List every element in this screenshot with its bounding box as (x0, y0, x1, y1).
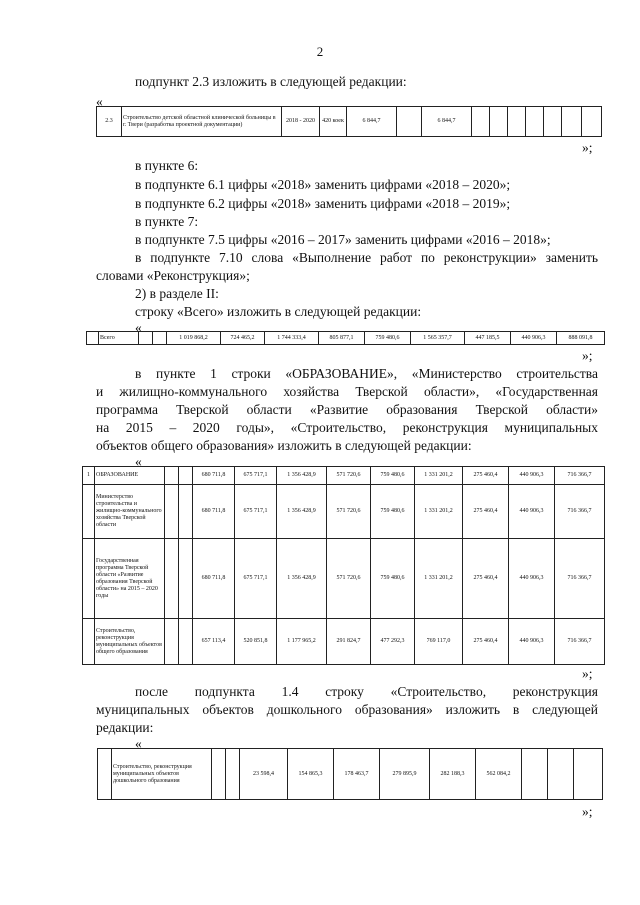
row-value: 716 366,7 (555, 467, 605, 485)
row-number: 1 (83, 467, 95, 485)
row-value: 759 480,6 (371, 485, 415, 539)
row-value: 440 906,3 (511, 332, 557, 345)
page-number: 2 (316, 44, 324, 59)
row-value: 888 091,8 (557, 332, 605, 345)
row-value: 680 711,8 (193, 467, 235, 485)
row-value: 1 565 357,7 (411, 332, 465, 345)
row-value: 1 356 428,9 (277, 467, 327, 485)
row-value: 805 877,1 (319, 332, 365, 345)
row-name: Строительство детской областной клинической больницы в г. Твери (разработка проектной документации) (122, 107, 282, 137)
row-value: 154 865,3 (288, 749, 334, 800)
row-value: 275 460,4 (463, 539, 509, 619)
row-value: 1 331 201,2 (415, 467, 463, 485)
text-line: объектов общего образования» изложить в следующей редакции: (96, 438, 472, 453)
row-name: ОБРАЗОВАНИЕ (95, 467, 165, 485)
row-value: 675 717,1 (235, 467, 277, 485)
close-quote: »; (582, 140, 593, 155)
table-preschool (97, 748, 603, 800)
text-line: 2) в разделе II: (135, 286, 219, 301)
open-quote: « (96, 94, 103, 109)
row-value: 716 366,7 (555, 619, 605, 665)
text-line: на 2015 – 2020 годы», «Строительство, реконструкция муниципальных (96, 420, 598, 435)
text-line: в подпункте 6.2 цифры «2018» заменить цифрами «2018 – 2019»; (135, 196, 511, 211)
row-value: 769 117,0 (415, 619, 463, 665)
text-line: в пункте 6: (135, 158, 199, 173)
row-value: 675 717,1 (235, 485, 277, 539)
table-subpoint-2-3 (96, 106, 602, 137)
row-period: 2018 - 2020 (282, 107, 320, 137)
text-line: и жилищно-коммунального хозяйства Тверской области», «Государственная (96, 384, 598, 399)
row-name: Министерство строительства и жилищно-коммунального хозяйства Тверской области (95, 485, 165, 539)
row-value: 680 711,8 (193, 485, 235, 539)
row-number: 2.3 (97, 107, 122, 137)
row-value: 447 185,5 (465, 332, 511, 345)
row-capacity: 420 коек (320, 107, 347, 137)
row-name: Государственная программа Тверской области «Развитие образования Тверской области» на 2015 – 2020 годы (95, 539, 165, 619)
row-value: 759 480,6 (371, 467, 415, 485)
row-value: 571 720,6 (327, 485, 371, 539)
row-value: 1 177 965,2 (277, 619, 327, 665)
row-value: 1 019 868,2 (167, 332, 221, 345)
close-quote: »; (582, 348, 593, 363)
row-value: 716 366,7 (555, 485, 605, 539)
row-value: 291 824,7 (327, 619, 371, 665)
row-value: 1 331 201,2 (415, 485, 463, 539)
text-line: в пункте 1 строки «ОБРАЗОВАНИЕ», «Министерство строительства (135, 366, 598, 381)
row-name: Всего (99, 332, 139, 345)
text-line: редакции: (96, 720, 154, 735)
text-line: после подпункта 1.4 строку «Строительство, реконструкция (135, 684, 598, 699)
row-value: 6 844,7 (347, 107, 397, 137)
row-value: 520 851,8 (235, 619, 277, 665)
text-line: в подпункте 7.10 слова «Выполнение работ по реконструкции» заменить (135, 250, 598, 265)
row-value: 275 460,4 (463, 619, 509, 665)
row-value: 675 717,1 (235, 539, 277, 619)
subpoint-intro: подпункт 2.3 изложить в следующей редакции: (135, 74, 407, 89)
row-value: 282 188,3 (430, 749, 476, 800)
row-value: 724 465,2 (221, 332, 265, 345)
row-value: 23 598,4 (240, 749, 288, 800)
text-line: в подпункте 7.5 цифры «2016 – 2017» заменить цифрами «2016 – 2018»; (135, 232, 551, 247)
table-total (86, 331, 605, 345)
row-value: 657 113,4 (193, 619, 235, 665)
open-quote: « (135, 454, 142, 469)
row-value: 178 463,7 (334, 749, 380, 800)
row-value: 759 480,6 (365, 332, 411, 345)
row-name: Строительство, реконструкция муниципальных объектов дошкольного образования (112, 749, 212, 800)
row-value: 440 906,3 (509, 539, 555, 619)
row-value: 1 331 201,2 (415, 539, 463, 619)
text-line: в пункте 7: (135, 214, 199, 229)
row-value: 477 292,3 (371, 619, 415, 665)
row-value: 571 720,6 (327, 467, 371, 485)
text-line: программа Тверской области «Развитие образования Тверской области» (96, 402, 598, 417)
row-value: 279 895,9 (380, 749, 430, 800)
close-quote: »; (582, 804, 593, 819)
text-line: в подпункте 6.1 цифры «2018» заменить цифрами «2018 – 2020»; (135, 177, 511, 192)
text-line: муниципальных объектов дошкольного образования» изложить в следующей (96, 702, 598, 717)
row-empty (397, 107, 422, 137)
row-value: 6 844,7 (422, 107, 472, 137)
row-value: 716 366,7 (555, 539, 605, 619)
open-quote: « (135, 736, 142, 751)
row-value: 440 906,3 (509, 485, 555, 539)
text-line: словами «Реконструкция»; (96, 268, 250, 283)
row-value: 275 460,4 (463, 485, 509, 539)
row-value: 275 460,4 (463, 467, 509, 485)
open-quote: « (135, 320, 142, 335)
row-value: 680 711,8 (193, 539, 235, 619)
table-education (82, 466, 605, 665)
row-value: 759 480,6 (371, 539, 415, 619)
text-line: строку «Всего» изложить в следующей редакции: (135, 304, 422, 319)
row-value: 440 906,3 (509, 467, 555, 485)
row-value: 1 356 428,9 (277, 539, 327, 619)
row-value: 440 906,3 (509, 619, 555, 665)
row-name: Строительство, реконструкция муниципальных объектов общего образования (95, 619, 165, 665)
row-value: 562 084,2 (476, 749, 522, 800)
row-value: 571 720,6 (327, 539, 371, 619)
row-value: 1 356 428,9 (277, 485, 327, 539)
row-value: 1 744 333,4 (265, 332, 319, 345)
close-quote: »; (582, 666, 593, 681)
